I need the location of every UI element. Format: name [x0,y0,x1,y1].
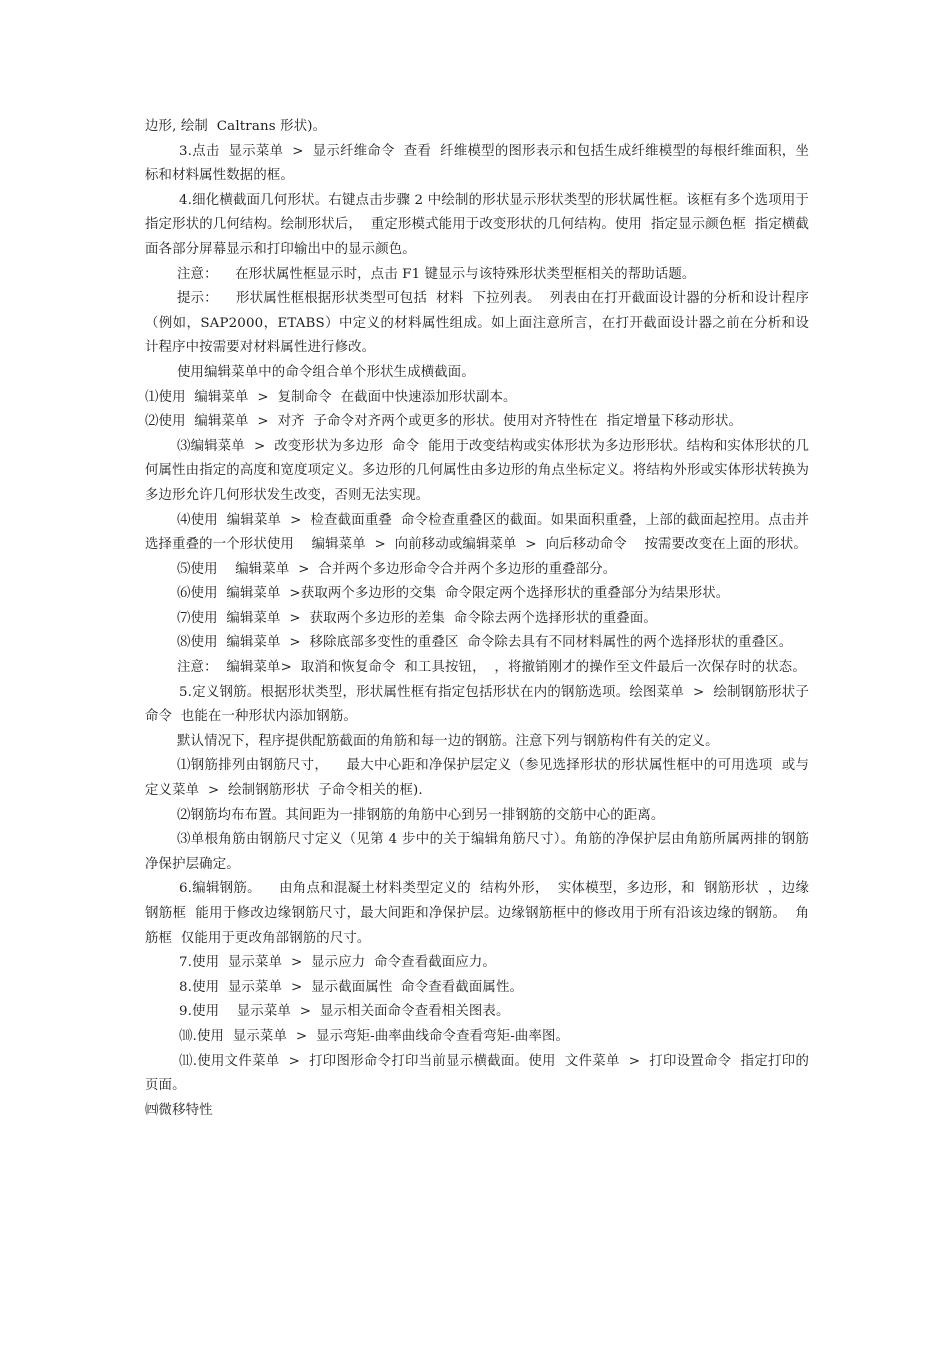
step-3-show-fiber: 3.点击 显示菜单 > 显示纤维命令 查看 纤维模型的图形表示和包括生成纤维模型的每根纤维面积，坐标和材料属性数据的框。 [145,143,809,184]
step-8-section-properties: 8.使用 显示菜单 > 显示截面属性 命令查看截面属性。 [179,979,524,995]
edit-item-1-copy: ⑴使用 编辑菜单 > 复制命令 在截面中快速添加形状副本。 [145,389,517,405]
edit-item-8-remove-overlap: ⑻使用 编辑菜单 > 移除底部多变性的重叠区 命令除去具有不同材料属性的两个选择形状的重叠区。 [177,635,793,651]
step-4-refine-geometry: 4.细化横截面几何形状。右键点击步骤 2 中绘制的形状显示形状类型的形状属性框。该框有多个选项用于指定形状的几何结构。绘制形状后， 重定形模式能用于改变形状的几何结构。使用 指定显示颜色框 指定横截面各部分屏幕显示和打印输出中的显示颜色。 [145,192,809,257]
paragraph-continuation: 边形, 绘制 Caltrans 形状)。 [145,119,327,134]
edit-item-6-intersect: ⑹使用 编辑菜单 >获取两个多边形的交集 命令限定两个选择形状的重叠部分为结果形状。 [177,586,730,602]
edit-item-3-polygon: ⑶编辑菜单 > 改变形状为多边形 命令 能用于改变结构或实体形状为多边形形状。结构和实体形状的几何属性由指定的高度和宽度项定义。多边形的几何属性由多边形的角点坐标定义。将结构外形或实体形状转换为多边形允许几何形状发生改变，否则无法实现。 [145,438,809,503]
edit-item-5-merge: ⑸使用 编辑菜单 > 合并两个多边形命令合并两个多边形的重叠部分。 [177,561,617,577]
edit-menu-intro: 使用编辑菜单中的命令组合单个形状生成横截面。 [177,364,475,380]
step-6-edit-rebar: 6.编辑钢筋。 由角点和混凝土材料类型定义的 结构外形， 实体模型，多边形，和 钢筋形状 ，边缘钢筋框 能用于修改边缘钢筋尺寸，最大间距和净保护层。边缘钢筋框中的修改用于所有沿该边缘的钢筋。 角筋框 仅能用于更改角部钢筋的尺寸。 [145,881,809,946]
section-heading-nudge: ㈣微移特性 [145,1102,213,1118]
rebar-def-2: ⑵钢筋均布布置。其间距为一排钢筋的角筋中心到另一排钢筋的交筋中心的距离。 [177,807,665,823]
document-body [145,115,818,1123]
step-10-moment-curvature: ⑽.使用 显示菜单 > 显示弯矩-曲率曲线命令查看弯矩-曲率图。 [179,1028,570,1044]
edit-item-2-align: ⑵使用 编辑菜单 > 对齐 子命令对齐两个或更多的形状。使用对齐特性在 指定增量下移动形状。 [145,414,743,430]
step-7-show-stress: 7.使用 显示菜单 > 显示应力 命令查看截面应力。 [179,955,496,971]
note-undo-redo: 注意： 编辑菜单> 取消和恢复命令 和工具按钮， ，将撤销刚才的操作至文件最后一次保存时的状态。 [177,660,806,676]
rebar-def-1: ⑴钢筋排列由钢筋尺寸， 最大中心距和净保护层定义（参见选择形状的形状属性框中的可用选项 或与 定义菜单 > 绘制钢筋形状 子命令相关的框). [145,758,818,799]
rebar-def-3: ⑶单根角筋由钢筋尺寸定义（见第 4 步中的关于编辑角筋尺寸）。角筋的净保护层由角筋所属两排的钢筋净保护层确定。 [145,832,809,872]
step-5-define-rebar: 5.定义钢筋。根据形状类型，形状属性框有指定包括形状在内的钢筋选项。绘图菜单 > 绘制钢筋形状子命令 也能在一种形状内添加钢筋。 [145,684,809,725]
step-9-interaction: 9.使用 显示菜单 > 显示相关面命令查看相关图表。 [179,1004,510,1020]
edit-item-7-difference: ⑺使用 编辑菜单 > 获取两个多边形的差集 命令除去两个选择形状的重叠面。 [177,610,657,626]
rebar-default-intro: 默认情况下，程序提供配筋截面的角筋和每一边的钢筋。注意下列与钢筋构件有关的定义。 [177,733,719,749]
note-f1-help: 注意： 在形状属性框显示时，点击 F1 键显示与该特殊形状类型框相关的帮助话题。 [177,266,696,282]
edit-item-4-overlap: ⑷使用 编辑菜单 > 检查截面重叠 命令检查重叠区的截面。如果面积重叠，上部的截面起控用。点击并选择重叠的一个形状使用 编辑菜单 > 向前移动或编辑菜单 > 向后移动命令 按需要改变在上面的形状。 [145,512,809,553]
step-11-print: ⑾.使用文件菜单 > 打印图形命令打印当前显示横截面。使用 文件菜单 > 打印设置命令 指定打印的页面。 [145,1053,809,1094]
tip-material-list: 提示： 形状属性框根据形状类型可包括 材料 下拉列表。 列表由在打开截面设计器的分析和设计程序（例如，SAP2000，ETABS）中定义的材料属性组成。如上面注意所言，在打开截面设计器之前在分析和设计程序中按需要对材料属性进行修改。 [145,291,809,356]
